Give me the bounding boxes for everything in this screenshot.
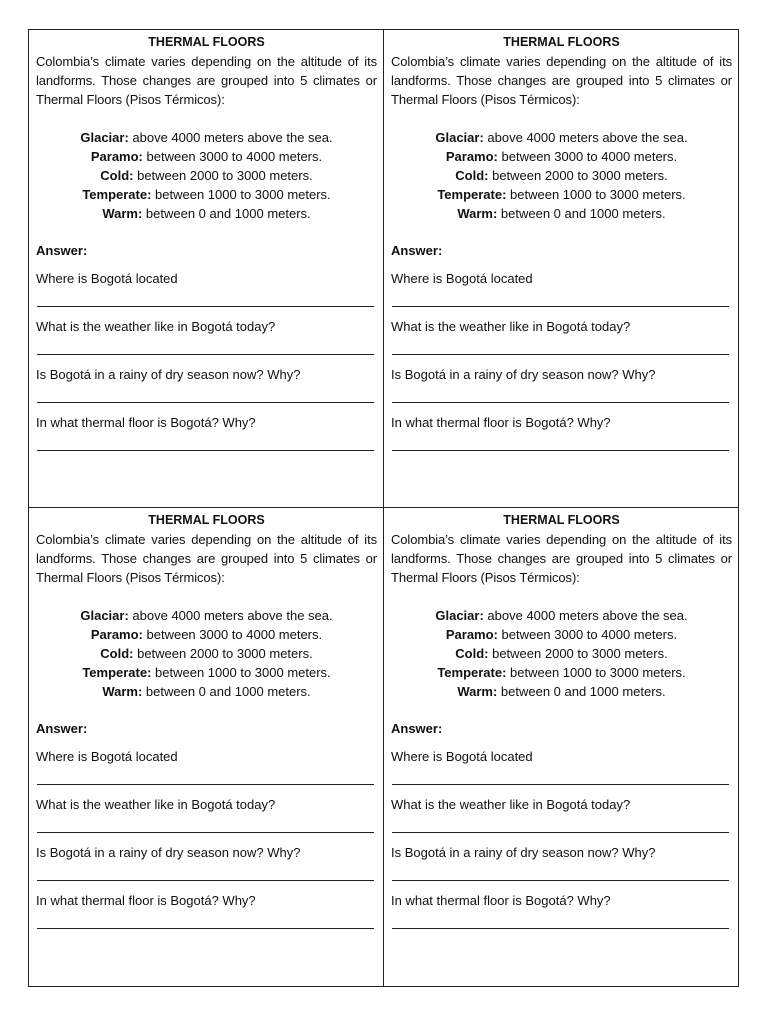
answer-label: Answer:: [36, 721, 88, 736]
floor-name: Temperate:: [82, 665, 152, 680]
floor-range: between 2000 to 3000 meters.: [488, 168, 668, 183]
floor-name: Glaciar:: [80, 608, 129, 623]
floor-item: [36, 682, 377, 701]
floor-name: Warm:: [457, 206, 498, 221]
floor-range: between 2000 to 3000 meters.: [488, 646, 668, 661]
question-text: Is Bogotá in a rainy of dry season now? Why?: [391, 845, 656, 860]
floor-range: between 2000 to 3000 meters.: [133, 646, 313, 661]
answer-line[interactable]: [37, 784, 374, 785]
floor-name: Glaciar:: [435, 608, 484, 623]
thermal-floors-list: [391, 128, 732, 223]
answer-line[interactable]: [37, 832, 374, 833]
floor-name: Glaciar:: [80, 130, 129, 145]
floor-name: Cold:: [455, 646, 489, 661]
question-block: [36, 747, 377, 785]
floor-item: [391, 185, 732, 204]
floor-name: Warm:: [102, 684, 143, 699]
floor-name: Cold:: [455, 168, 489, 183]
answer-line[interactable]: [392, 880, 729, 881]
floor-item: [391, 128, 732, 147]
floor-name: Paramo:: [445, 149, 498, 164]
floor-item: [36, 625, 377, 644]
floor-item: [391, 663, 732, 682]
answer-label: Answer:: [36, 243, 88, 258]
floor-name: Warm:: [102, 206, 143, 221]
floor-range: between 1000 to 3000 meters.: [506, 187, 686, 202]
thermal-floors-list: [391, 606, 732, 701]
floor-item: [36, 644, 377, 663]
floor-item: [36, 147, 377, 166]
floor-range: above 4000 meters above the sea.: [128, 608, 333, 623]
question-block: [36, 413, 377, 451]
floor-item: [36, 204, 377, 223]
answer-line[interactable]: [37, 354, 374, 355]
worksheet-card: [384, 508, 738, 986]
question-text: What is the weather like in Bogotá today?: [36, 319, 276, 334]
question-block: [391, 317, 732, 355]
floor-range: between 0 and 1000 meters.: [142, 206, 311, 221]
card-title: THERMAL FLOORS: [148, 35, 265, 49]
answer-line[interactable]: [392, 450, 729, 451]
question-block: [36, 795, 377, 833]
floor-name: Temperate:: [437, 665, 507, 680]
floor-name: Paramo:: [445, 627, 498, 642]
question-text: Is Bogotá in a rainy of dry season now? Why?: [391, 367, 656, 382]
thermal-floors-list: [36, 606, 377, 701]
answer-line[interactable]: [37, 450, 374, 451]
question-block: [391, 747, 732, 785]
worksheet-card: [384, 30, 738, 508]
intro-paragraph: Colombia’s climate varies depending on the altitude of its landforms. Those changes are grouped into 5 climates or Thermal Floors (Pisos Térmicos):: [391, 532, 732, 585]
answer-line[interactable]: [37, 880, 374, 881]
intro-paragraph: Colombia’s climate varies depending on the altitude of its landforms. Those changes are grouped into 5 climates or Thermal Floors (Pisos Térmicos):: [36, 532, 377, 585]
floor-item: [391, 166, 732, 185]
floor-name: Paramo:: [90, 149, 143, 164]
card-title: THERMAL FLOORS: [503, 513, 620, 527]
question-block: [391, 413, 732, 451]
intro-paragraph: Colombia’s climate varies depending on the altitude of its landforms. Those changes are grouped into 5 climates or Thermal Floors (Pisos Térmicos):: [391, 54, 732, 107]
floor-range: between 0 and 1000 meters.: [497, 684, 666, 699]
floor-range: between 1000 to 3000 meters.: [151, 665, 331, 680]
question-block: [391, 269, 732, 307]
thermal-floors-list: [36, 128, 377, 223]
floor-range: between 0 and 1000 meters.: [497, 206, 666, 221]
question-text: Is Bogotá in a rainy of dry season now? Why?: [36, 845, 301, 860]
answer-line[interactable]: [392, 832, 729, 833]
floor-item: [391, 625, 732, 644]
question-block: [36, 269, 377, 307]
floor-range: between 0 and 1000 meters.: [142, 684, 311, 699]
answer-line[interactable]: [392, 784, 729, 785]
question-text: Where is Bogotá located: [391, 749, 533, 764]
floor-item: [36, 606, 377, 625]
floor-name: Paramo:: [90, 627, 143, 642]
card-title: THERMAL FLOORS: [148, 513, 265, 527]
floor-range: between 3000 to 4000 meters.: [497, 149, 678, 164]
question-text: What is the weather like in Bogotá today?: [391, 797, 631, 812]
floor-item: [391, 606, 732, 625]
floor-range: between 2000 to 3000 meters.: [133, 168, 313, 183]
question-block: [36, 317, 377, 355]
floor-name: Warm:: [457, 684, 498, 699]
question-text: Where is Bogotá located: [391, 271, 533, 286]
answer-label: Answer:: [391, 243, 443, 258]
worksheet-sheet: [28, 29, 739, 987]
floor-range: between 3000 to 4000 meters.: [142, 627, 323, 642]
floor-range: above 4000 meters above the sea.: [128, 130, 333, 145]
card-title: THERMAL FLOORS: [503, 35, 620, 49]
floor-item: [36, 166, 377, 185]
question-block: [36, 891, 377, 929]
floor-name: Glaciar:: [435, 130, 484, 145]
answer-line[interactable]: [37, 306, 374, 307]
answer-line[interactable]: [392, 928, 729, 929]
floor-range: above 4000 meters above the sea.: [483, 130, 688, 145]
question-text: In what thermal floor is Bogotá? Why?: [36, 893, 256, 908]
answer-line[interactable]: [392, 306, 729, 307]
question-block: [391, 891, 732, 929]
floor-name: Temperate:: [82, 187, 152, 202]
question-text: Is Bogotá in a rainy of dry season now? Why?: [36, 367, 301, 382]
answer-line[interactable]: [37, 928, 374, 929]
floor-name: Cold:: [100, 646, 134, 661]
floor-name: Temperate:: [437, 187, 507, 202]
answer-label: Answer:: [391, 721, 443, 736]
floor-item: [391, 644, 732, 663]
question-text: Where is Bogotá located: [36, 749, 178, 764]
question-block: [36, 843, 377, 881]
floor-item: [391, 682, 732, 701]
floor-range: above 4000 meters above the sea.: [483, 608, 688, 623]
question-block: [36, 365, 377, 403]
answer-line[interactable]: [37, 402, 374, 403]
answer-line[interactable]: [392, 402, 729, 403]
worksheet-card: [29, 508, 384, 986]
floor-range: between 3000 to 4000 meters.: [142, 149, 323, 164]
floor-item: [36, 128, 377, 147]
intro-paragraph: Colombia’s climate varies depending on the altitude of its landforms. Those changes are grouped into 5 climates or Thermal Floors (Pisos Térmicos):: [36, 54, 377, 107]
floor-item: [391, 204, 732, 223]
answer-line[interactable]: [392, 354, 729, 355]
worksheet-card: [29, 30, 384, 508]
floor-item: [391, 147, 732, 166]
floor-item: [36, 185, 377, 204]
question-text: What is the weather like in Bogotá today?: [36, 797, 276, 812]
question-text: Where is Bogotá located: [36, 271, 178, 286]
floor-name: Cold:: [100, 168, 134, 183]
floor-range: between 1000 to 3000 meters.: [151, 187, 331, 202]
question-text: In what thermal floor is Bogotá? Why?: [36, 415, 256, 430]
question-text: In what thermal floor is Bogotá? Why?: [391, 415, 611, 430]
floor-range: between 1000 to 3000 meters.: [506, 665, 686, 680]
floor-item: [36, 663, 377, 682]
question-block: [391, 365, 732, 403]
question-text: In what thermal floor is Bogotá? Why?: [391, 893, 611, 908]
floor-range: between 3000 to 4000 meters.: [497, 627, 678, 642]
question-block: [391, 795, 732, 833]
question-block: [391, 843, 732, 881]
question-text: What is the weather like in Bogotá today?: [391, 319, 631, 334]
